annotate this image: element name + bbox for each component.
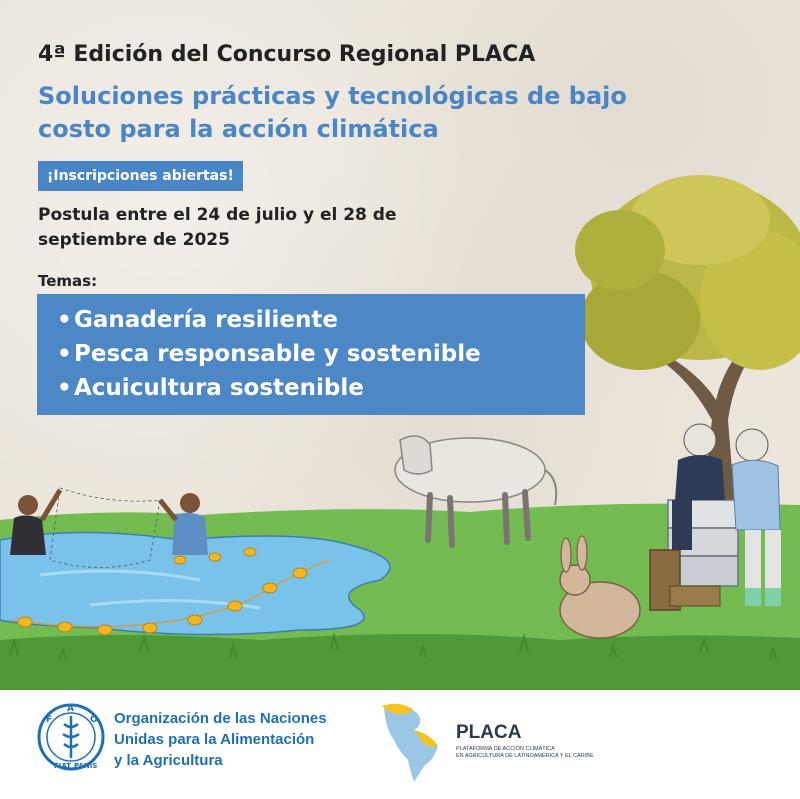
registration-badge: ¡Inscripciones abiertas!	[38, 161, 243, 191]
svg-text:F: F	[46, 715, 53, 725]
topic-label: Pesca responsable y sostenible	[74, 341, 481, 367]
fao-line: Organización de las Naciones	[114, 710, 327, 727]
svg-text:O: O	[90, 715, 98, 725]
fao-line: Unidas para la Alimentación	[114, 731, 315, 748]
topic-label: Ganadería resiliente	[74, 307, 338, 333]
application-dates: Postula entre el 24 de julio y el 28 de septiembre de 2025	[38, 205, 397, 250]
topics-label: Temas:	[38, 272, 98, 290]
placa-name: PLACA	[456, 722, 522, 743]
grass-foreground	[0, 634, 800, 690]
page-subtitle: Soluciones prácticas y tecnológicas de bajo costo para la acción climática	[38, 82, 627, 143]
topic-label: Acuicultura sostenible	[74, 375, 364, 401]
footer	[0, 690, 800, 799]
topic-item	[57, 303, 585, 337]
placa-line: EN AGRICULTURA DE LATINOAMÉRICA Y EL CARIBE	[456, 753, 594, 759]
topics-box	[37, 294, 585, 415]
fao-name	[114, 708, 327, 771]
bullet-icon: •	[57, 341, 72, 367]
placa-line: PLATAFORMA DE ACCIÓN CLIMÁTICA	[456, 746, 555, 752]
svg-text:PANIS: PANIS	[74, 762, 98, 770]
fao-line: y la Agricultura	[114, 752, 223, 769]
svg-text:A: A	[67, 704, 74, 714]
bullet-icon: •	[57, 307, 72, 333]
svg-text:FIAT: FIAT	[54, 762, 72, 770]
page-title: 4ª Edición del Concurso Regional PLACA	[38, 42, 536, 67]
fao-logo-icon	[36, 702, 106, 772]
placa-map-icon	[374, 700, 450, 784]
topic-item	[57, 337, 585, 371]
bullet-icon: •	[57, 375, 72, 401]
placa-description	[456, 746, 594, 760]
topic-item	[57, 371, 585, 405]
